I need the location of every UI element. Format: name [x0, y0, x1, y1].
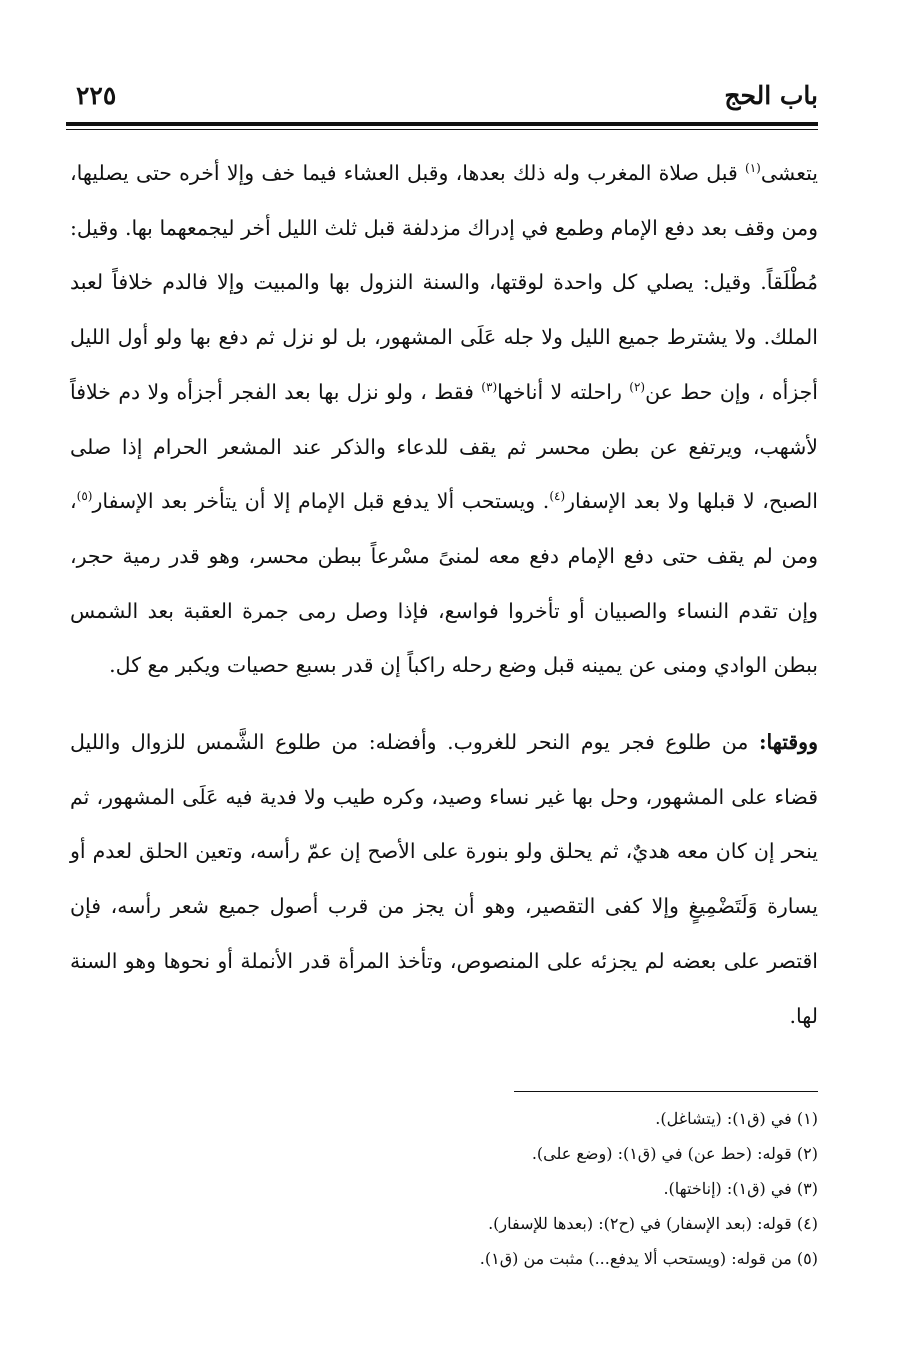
- footnote-marker: (٣): [481, 379, 498, 394]
- main-text: [70, 146, 818, 1043]
- paragraph-text: فقط ، ولو نزل بها بعد الفجر أجزأه ولا دم خلافاً لأشهب، ويرتفع عن بطن محسر ثم يقف للدعاء والذكر عند المشعر الحرام إذا صلى الصبح، لا قبلها ولا بعد الإسفار: [70, 379, 818, 514]
- footnote-5: (٥) من قوله: (ويستحب ألا يدفع...) مثبت من (ق١).: [479, 1249, 818, 1268]
- chapter-title: باب الحج: [724, 81, 818, 110]
- paragraph-text: من طلوع فجر يوم النحر للغروب. وأفضله: من طلوع الشَّمس للزوال والليل قضاء على المشهور، وحل بها غير نساء وصيد، وكره طيب ولا فدية فيه عَلَى المشهور، ثم ينحر إن كان معه هديٌ، ثم يحلق ولو بنورة على الأصح إن عمّ رأسه، وتعين الحلق لعدم أو يسارة وَلَتَضْمِيغٍ وإلا كفى التقصير، وهو أن يجز من قرب أصول جميع شعر رأسه، فإن اقتصر على بعضه لم يجزئه على المنصوص، وتأخذ المرأة قدر الأنملة أو نحوها وهو السنة لها.: [70, 730, 818, 1028]
- paragraph-2: [70, 715, 818, 1043]
- running-header: [66, 78, 818, 122]
- footnote-marker: (٢): [629, 379, 646, 394]
- footnote-2: (٢) قوله: (حط عن) في (ق١): (وضع على).: [531, 1144, 818, 1163]
- header-rule-thin: [66, 129, 818, 130]
- header-rule-thick: [66, 122, 818, 126]
- paragraph-text: ، ومن لم يقف حتى دفع الإمام دفع معه لمنىً مسْرعاً ببطن محسر، وهو قدر رمية حجر، وإن تقدم النساء والصبيان أو تأخروا فواسع، فإذا وصل رمى جمرة العقبة بعد الشمس ببطن الوادي ومنى عن يمينه قبل وضع رحله راكباً إن قدر بسبع حصيات ويكبر مع كل.: [70, 489, 818, 678]
- paragraph-1: [70, 146, 818, 693]
- footnote-3: (٣) في (ق١): (إناختها).: [663, 1179, 818, 1198]
- footnote-4: (٤) قوله: (بعد الإسفار) في (ح٢): (بعدها للإسفار).: [488, 1214, 818, 1233]
- footnote-separator: [514, 1091, 818, 1092]
- paragraph-lead: ووقتها:: [758, 730, 818, 755]
- paragraph-text: يتعشى: [760, 161, 818, 185]
- footnote-marker: (١): [745, 161, 761, 176]
- footnote-marker: (٥): [76, 489, 93, 504]
- paragraph-text: قبل صلاة المغرب وله ذلك بعدها، وقبل العشاء فيما خف وإلا أخره حتى يصليها، ومن وقف بعد دفع الإمام وطمع في إدراك مزدلفة قبل ثلث الليل أخر ليجمعهما بها. وقيل: مُطْلَقاً. وقيل: يصلي كل واحدة لوقتها، والسنة النزول بها والمبيت وإلا فالدم خلافاً لعبد الملك. ولا يشترط جميع الليل ولا جله عَلَى المشهور، بل لو نزل ثم دفع بها ولو أول الليل أجزأه ، وإن حط عن: [70, 161, 818, 404]
- paragraph-text: راحلته لا أناخها: [497, 379, 630, 404]
- footnote-1: (١) في (ق١): (يتشاغل).: [655, 1109, 818, 1128]
- paragraph-text: . ويستحب ألا يدفع قبل الإمام إلا أن يتأخر بعد الإسفار: [92, 489, 550, 514]
- footnote-marker: (٤): [549, 489, 566, 504]
- footnotes: [118, 1101, 818, 1276]
- page-number: ٢٢٥: [76, 81, 117, 110]
